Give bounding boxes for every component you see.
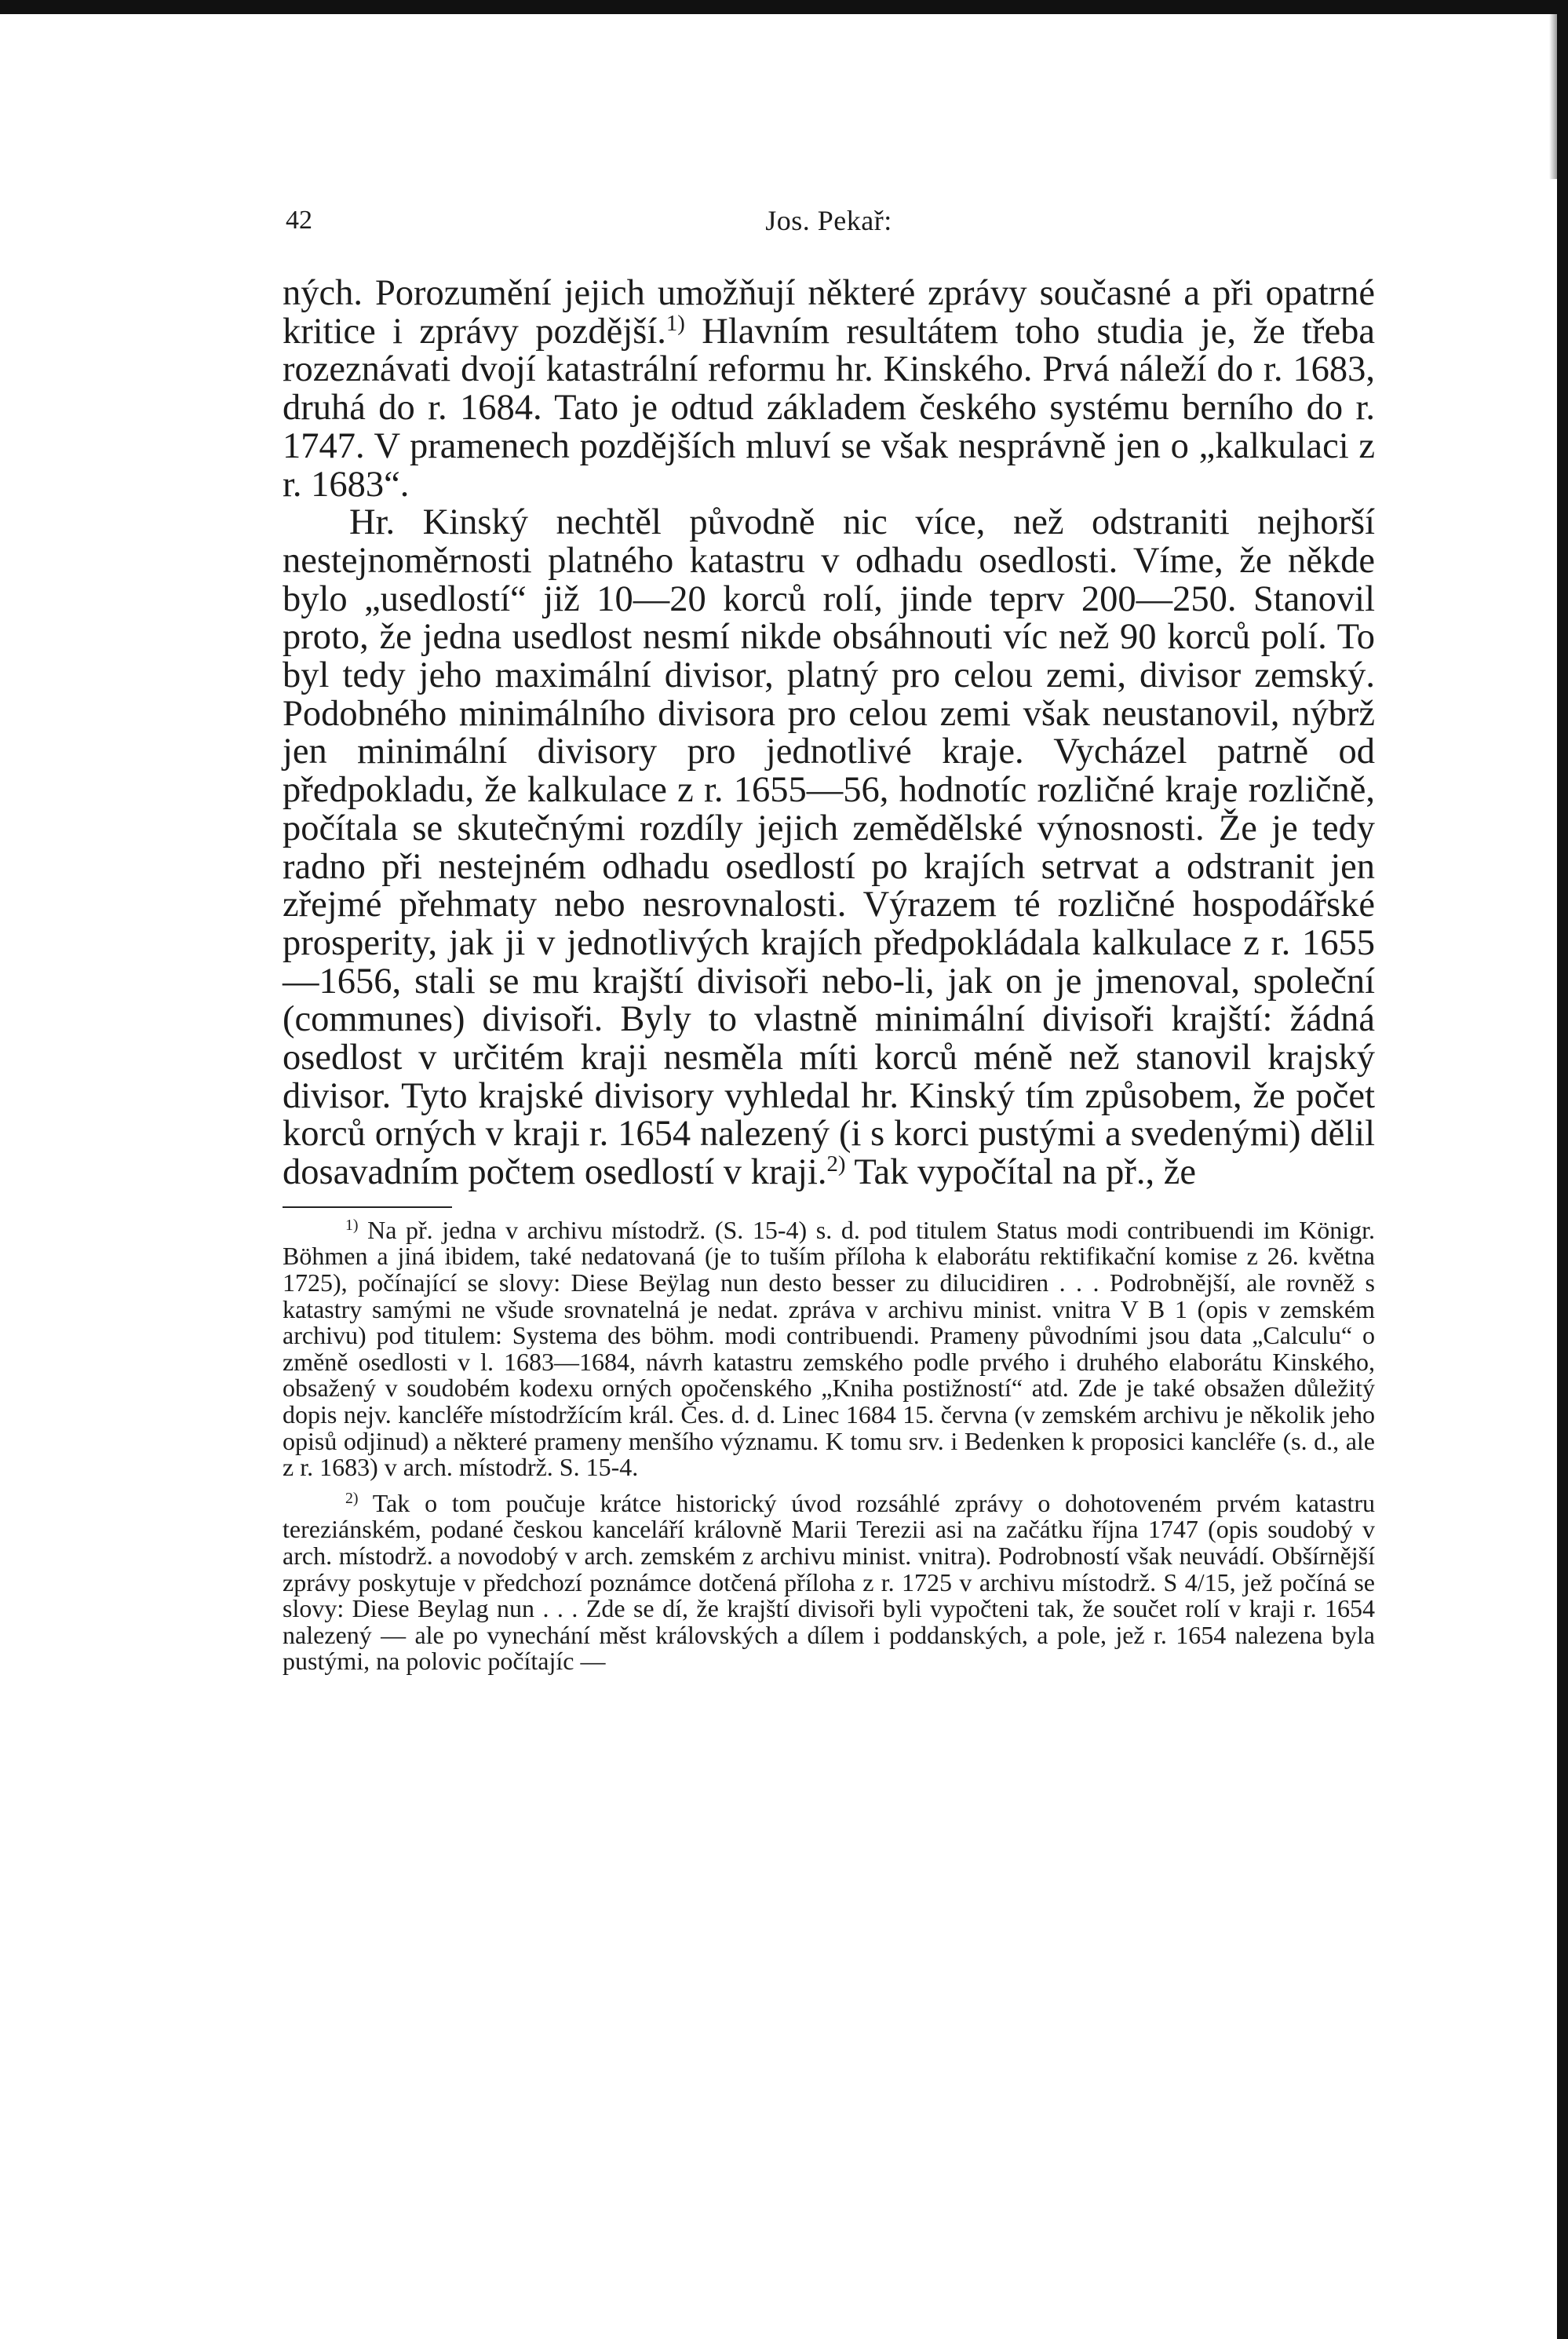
paragraph-1-text: ných. Porozumění jejich umožňují některé zprávy současné a při opatrné kritice i zprávy pozdější. xyxy=(283,273,1375,352)
scan-edge-shadow xyxy=(1549,14,1557,179)
footnote-1 xyxy=(283,1217,1375,1481)
running-head xyxy=(283,196,1375,243)
scan-right-border xyxy=(1557,0,1568,2339)
paragraph-2-text: Hr. Kinský nechtěl původně nic více, než odstraniti nejhorší nestejnoměrnosti platného katastru v odhadu osedlosti. Víme, že někde bylo „usedlostí“ již 10—20 korců rolí, jinde teprv 200—250. Stanovil proto, že jedna usedlost nesmí nikde obsáhnouti víc než 90 korců polí. To byl tedy jeho maximální divisor, platný pro celou zemi, divisor zemský. Podobného minimálního divisora pro celou zemi však neustanovil, nýbrž jen minimální divisory pro jednotlivé kraje. Vycházel patrně od předpokladu, že kalkulace z r. 1655—56, hodnotíc rozličné kraje rozličně, počítala se skutečnými rozdíly jejich zemědělské výnosnosti. Že je tedy radno při nestejném odhadu osedlostí po krajích setrvat a odstranit jen zřejmé přehmaty nebo nesrovnalosti. Výrazem té rozličné hospodářské prosperity, jak ji v jednotlivých krajích předpokládala kalkulace z r. 1655—1656, stali se mu krajští divisoři nebo-li, jak on je jmenoval, společní (communes) divisoři. Byly to vlastně minimální divisoři krajští: žádná osedlost v určitém kraji nesměla míti korců méně než stanovil krajský divisor. Tyto krajské divisory vyhledal hr. Kinský tím způsobem, že počet korců orných v kraji r. 1654 nalezený (i s korci pustými a svedenými) dělil dosavadním počtem osedlostí v kraji. xyxy=(283,502,1375,1193)
footnote-2-fraction: 4/15 xyxy=(1184,1567,1230,1596)
footnote-ref-2: 2) xyxy=(826,1151,846,1177)
book-page xyxy=(283,196,1375,1675)
paragraph-2 xyxy=(283,504,1375,1192)
footnote-ref-1: 1) xyxy=(665,310,685,336)
footnote-2-text-end: , jež počíná se slovy: Diese Beylag nun . . . Zde se dí, že krajští divisoři byli vypočteni tak, že součet rolí v kraji r. 1654 nalezený — ale po vynechání měst královských a dílem i poddanských, a pole, jež r. 1654 nalezena byla pustými, na polovic počítajíc — xyxy=(283,1567,1376,1676)
paragraph-1-continuation: Hlavním resultátem toho studia je, že třeba rozeznávati dvojí katastrální reformu hr. Kinského. Prvá náleží do r. 1683, druhá do r. 1684. Tato je odtud základem českého systému berního do r. 1747. V pramenech pozdějších mluví se však nesprávně jen o „kalkulaci z r. 1683“. xyxy=(283,311,1375,505)
footnote-mark-1: 1) xyxy=(345,1216,359,1234)
footnote-1-text: Na př. jedna v archivu místodrž. (S. 15-4) s. d. pod titulem Status modi contribuendi im Königr. Böhmen a jiná ibidem, také nedatovaná (je to tuším příloha k elaborátu rektifikační komise z 26. května 1725), počínající se slovy: Diese Beÿlag nun desto besser zu dilucidiren . . . Podrobnější, ale rovněž s katastry samými ne všude srovnatelná je nedat. zpráva v archivu minist. vnitra V B 1 (opis v zemském archivu) pod titulem: Systema des böhm. modi contribuendi. Prameny původními jsou data „Calculu“ o změně osedlosti v l. 1683—1684, návrh katastru zemského podle prvého i druhého elaborátu Kinského, obsažený v soudobém kodexu orných opočenského „Kniha postižností“ atd. Zde je také obsažen důležitý dopis nejv. kancléře místodržícím král. Čes. d. d. Linec 1684 15. června (v zemském archivu je několik jeho opisů odjinud) a některé prameny menšího významu. K tomu srv. i Bedenken k proposici kancléře (s. d., ale z r. 1683) v arch. místodrž. S. 15-4. xyxy=(283,1215,1375,1482)
paragraph-2-continuation: Tak vypočítal na př., že xyxy=(845,1152,1197,1193)
footnote-2-text: Tak o tom poučuje krátce historický úvod rozsáhlé zprávy o dohotoveném prvém katastru tereziánském, podané českou kanceláří královně Marii Terezii asi na začátku října 1747 (opis soudobý v arch. místodrž. a novodobý v arch. zemském z archivu minist. vnitra). Podrobností však neuvádí. Obšírnější zprávy poskytuje v předchozí poznámce dotčená příloha z r. 1725 v archivu místodrž. S xyxy=(283,1488,1375,1596)
footnote-separator xyxy=(283,1206,452,1208)
main-text xyxy=(283,275,1375,1192)
running-title: Jos. Pekař: xyxy=(765,205,892,236)
footnote-mark-2: 2) xyxy=(345,1489,359,1507)
paragraph-1 xyxy=(283,275,1375,504)
footnote-2 xyxy=(283,1488,1376,1676)
scan-top-border xyxy=(0,0,1568,14)
page-number: 42 xyxy=(286,206,312,235)
footnotes xyxy=(283,1217,1375,1675)
